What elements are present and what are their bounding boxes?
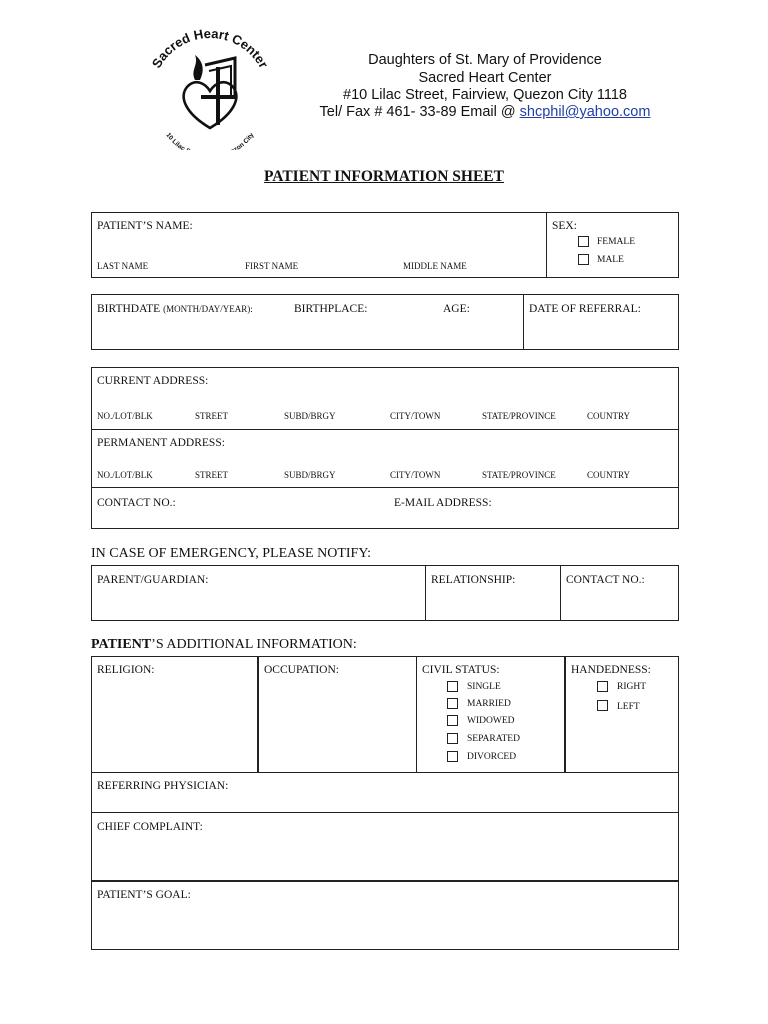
email-link[interactable]: shcphil@yahoo.com [519,104,651,120]
additional-divider-3 [91,880,679,882]
divorced-checkbox[interactable] [447,751,458,762]
page-title: PATIENT INFORMATION SHEET [263,168,504,185]
permanent-street: STREET [195,470,228,480]
parent-guardian-label: PARENT/GUARDIAN: [97,574,209,586]
widowed-label: WIDOWED [467,716,515,726]
occupation-divider [416,656,417,773]
right-hand-checkbox[interactable] [597,681,608,692]
male-checkbox[interactable] [578,254,589,265]
married-checkbox[interactable] [447,698,458,709]
married-label: MARRIED [467,699,511,709]
permanent-subd-brgy: SUBD/BRGY [284,470,336,480]
logo-inner-text: 10 Lilac zon City [164,131,256,150]
tel-fax-text: Tel/ Fax # 461- 33-89 Email @ [319,104,520,120]
org-line-1: Daughters of St. Mary of Providence [368,52,602,68]
current-street: STREET [195,411,228,421]
current-subd-brgy: SUBD/BRGY [284,411,336,421]
religion-label: RELIGION: [97,664,155,676]
current-country: COUNTRY [587,411,631,421]
separated-label: SEPARATED [467,734,520,744]
org-line-2: Sacred Heart Center [418,70,552,86]
birthdate-label [97,303,253,315]
last-name-label: LAST NAME [97,261,149,271]
additional-divider-2 [91,812,679,813]
logo-graphic [135,25,285,150]
left-hand-checkbox[interactable] [597,700,608,711]
org-address: #10 Lilac Street, Fairview, Quezon City 1118 [343,87,627,103]
single-label: SINGLE [467,682,501,692]
emergency-divider-1 [425,565,426,621]
handedness-label: HANDEDNESS: [571,664,651,676]
left-hand-label: LEFT [617,702,640,712]
contact-no-label: CONTACT NO.: [97,497,176,509]
single-checkbox[interactable] [447,681,458,692]
religion-divider [257,656,259,773]
divorced-label: DIVORCED [467,752,517,762]
permanent-country: COUNTRY [587,470,631,480]
first-name-label: FIRST NAME [245,261,299,271]
middle-name-label: MIDDLE NAME [403,261,467,271]
emergency-contact-label: CONTACT NO.: [566,574,645,586]
address-divider-2 [91,487,679,488]
male-label: MALE [597,255,624,265]
birthdate-text: BIRTHDATE [97,303,161,315]
date-of-referral-label: DATE OF REFERRAL: [529,303,641,315]
female-label: FEMALE [597,237,635,247]
patients-goal-label: PATIENT’S GOAL: [97,889,191,901]
emergency-divider-2 [560,565,561,621]
emergency-heading: IN CASE OF EMERGENCY, PLEASE NOTIFY: [91,546,372,561]
additional-heading-rest: ’S ADDITIONAL INFORMATION: [151,637,357,652]
letterhead [130,20,650,150]
birthdate-format: (MONTH/DAY/YEAR): [163,304,253,314]
org-contact-line [315,104,655,120]
referral-divider [523,294,524,350]
additional-divider-1 [91,772,679,773]
permanent-city-town: CITY/TOWN [390,470,441,480]
current-state-province: STATE/PROVINCE [482,411,556,421]
right-hand-label: RIGHT [617,682,647,692]
address-divider-1 [91,429,679,430]
additional-info-box [91,656,679,950]
sacred-heart-logo [135,25,285,150]
additional-info-heading [91,637,357,653]
age-label: AGE: [443,303,470,315]
separated-checkbox[interactable] [447,733,458,744]
additional-heading-bold: PATIENT [91,637,152,652]
birthplace-label: BIRTHPLACE: [294,303,368,315]
permanent-no-lot-blk: NO./LOT/BLK [97,470,153,480]
permanent-state-province: STATE/PROVINCE [482,470,556,480]
chief-complaint-label: CHIEF COMPLAINT: [97,821,203,833]
patient-name-label: PATIENT’S NAME: [97,220,193,232]
relationship-label: RELATIONSHIP: [431,574,516,586]
occupation-label: OCCUPATION: [264,664,339,676]
civil-status-divider [564,656,566,773]
logo-outer-text: Sacred Heart Center [148,25,272,71]
civil-status-label: CIVIL STATUS: [422,664,500,676]
email-address-label: E-MAIL ADDRESS: [394,497,492,509]
referring-physician-label: REFERRING PHYSICIAN: [97,780,229,792]
name-sex-divider [546,212,547,278]
female-checkbox[interactable] [578,236,589,247]
current-city-town: CITY/TOWN [390,411,441,421]
permanent-address-label: PERMANENT ADDRESS: [97,437,225,449]
current-no-lot-blk: NO./LOT/BLK [97,411,153,421]
current-address-label: CURRENT ADDRESS: [97,375,209,387]
sex-label: SEX: [552,220,577,232]
widowed-checkbox[interactable] [447,715,458,726]
